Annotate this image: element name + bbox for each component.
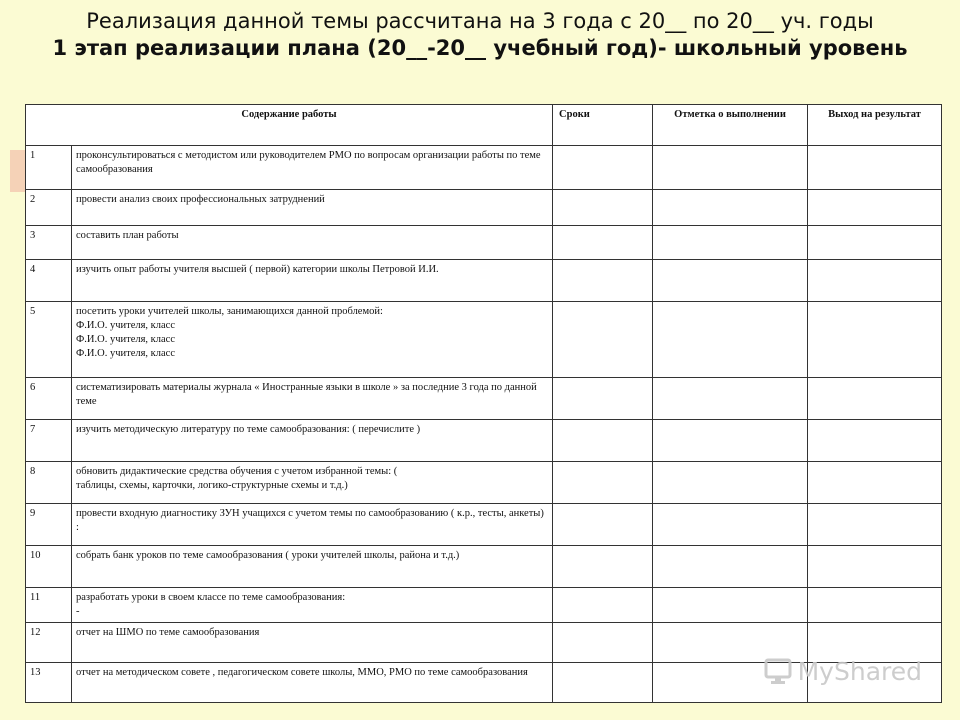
- table-body: [26, 146, 942, 703]
- dates-cell[interactable]: [553, 462, 653, 504]
- header-dates: Сроки: [553, 105, 653, 146]
- work-plan-table: [25, 104, 942, 703]
- mark-cell[interactable]: [653, 378, 808, 420]
- row-content: разработать уроки в своем классе по теме самообразования: -: [72, 588, 553, 623]
- row-content: собрать банк уроков по теме самообразования ( уроки учителей школы, района и т.д.): [72, 546, 553, 588]
- row-number: 9: [26, 504, 72, 546]
- row-number: 3: [26, 226, 72, 260]
- row-content: провести входную диагностику ЗУН учащихся с учетом темы по самообразованию ( к.р., тесты, анкеты) :: [72, 504, 553, 546]
- result-cell[interactable]: [808, 190, 942, 226]
- mark-cell[interactable]: [653, 190, 808, 226]
- row-content: отчет на ШМО по теме самообразования: [72, 623, 553, 663]
- table-row: [26, 302, 942, 378]
- result-cell[interactable]: [808, 146, 942, 190]
- row-number: 8: [26, 462, 72, 504]
- watermark: [763, 656, 922, 686]
- dates-cell[interactable]: [553, 378, 653, 420]
- result-cell[interactable]: [808, 588, 942, 623]
- dates-cell[interactable]: [553, 146, 653, 190]
- row-content: изучить методическую литературу по теме самообразования: ( перечислите ): [72, 420, 553, 462]
- row-number: 6: [26, 378, 72, 420]
- row-number: 10: [26, 546, 72, 588]
- dates-cell[interactable]: [553, 546, 653, 588]
- row-content: проконсультироваться с методистом или руководителем РМО по вопросам организации работы по теме самообразования: [72, 146, 553, 190]
- table-row: [26, 546, 942, 588]
- table-row: [26, 420, 942, 462]
- dates-cell[interactable]: [553, 504, 653, 546]
- row-number: 4: [26, 260, 72, 302]
- result-cell[interactable]: [808, 260, 942, 302]
- mark-cell[interactable]: [653, 302, 808, 378]
- row-number: 11: [26, 588, 72, 623]
- table-row: [26, 260, 942, 302]
- mark-cell[interactable]: [653, 146, 808, 190]
- row-number: 2: [26, 190, 72, 226]
- header-mark: Отметка о выполнении: [653, 105, 808, 146]
- result-cell[interactable]: [808, 504, 942, 546]
- watermark-text: MyShared: [797, 656, 922, 686]
- header-result: Выход на результат: [808, 105, 942, 146]
- dates-cell[interactable]: [553, 302, 653, 378]
- monitor-icon: [763, 656, 793, 686]
- mark-cell[interactable]: [653, 226, 808, 260]
- row-content: систематизировать материалы журнала « Иностранные языки в школе » за последние 3 года по данной теме: [72, 378, 553, 420]
- slide-title: [0, 8, 960, 62]
- dates-cell[interactable]: [553, 190, 653, 226]
- dates-cell[interactable]: [553, 420, 653, 462]
- table-row: [26, 226, 942, 260]
- result-cell[interactable]: [808, 302, 942, 378]
- table-row: [26, 462, 942, 504]
- mark-cell[interactable]: [653, 546, 808, 588]
- row-number: 12: [26, 623, 72, 663]
- header-content: Содержание работы: [26, 105, 553, 146]
- dates-cell[interactable]: [553, 226, 653, 260]
- table-row: [26, 146, 942, 190]
- row-number: 7: [26, 420, 72, 462]
- row-content: составить план работы: [72, 226, 553, 260]
- table-row: [26, 190, 942, 226]
- result-cell[interactable]: [808, 420, 942, 462]
- result-cell[interactable]: [808, 462, 942, 504]
- row-content: отчет на методическом совете , педагогическом совете школы, ММО, РМО по теме самообразования: [72, 663, 553, 703]
- row-number: 5: [26, 302, 72, 378]
- mark-cell[interactable]: [653, 420, 808, 462]
- row-content: обновить дидактические средства обучения с учетом избранной темы: ( таблицы, схемы, карточки, логико-структурные схемы и т.д.): [72, 462, 553, 504]
- mark-cell[interactable]: [653, 462, 808, 504]
- result-cell[interactable]: [808, 546, 942, 588]
- row-number: 1: [26, 146, 72, 190]
- mark-cell[interactable]: [653, 260, 808, 302]
- result-cell[interactable]: [808, 226, 942, 260]
- dates-cell[interactable]: [553, 260, 653, 302]
- table-row: [26, 504, 942, 546]
- table-row: [26, 378, 942, 420]
- table-header-row: [26, 105, 942, 146]
- row-number: 13: [26, 663, 72, 703]
- mark-cell[interactable]: [653, 588, 808, 623]
- title-line-2: 1 этап реализации плана (20__-20__ учебный год)- школьный уровень: [52, 36, 908, 60]
- table-row: [26, 588, 942, 623]
- result-cell[interactable]: [808, 378, 942, 420]
- row-content: изучить опыт работы учителя высшей ( первой) категории школы Петровой И.И.: [72, 260, 553, 302]
- row-content: провести анализ своих профессиональных затруднений: [72, 190, 553, 226]
- dates-cell[interactable]: [553, 663, 653, 703]
- dates-cell[interactable]: [553, 623, 653, 663]
- title-line-1: Реализация данной темы рассчитана на 3 года с 20__ по 20__ уч. годы: [86, 9, 874, 33]
- dates-cell[interactable]: [553, 588, 653, 623]
- mark-cell[interactable]: [653, 504, 808, 546]
- row-content: посетить уроки учителей школы, занимающихся данной проблемой: Ф.И.О. учителя, класс Ф.И.О. учителя, класс Ф.И.О. учителя, класс: [72, 302, 553, 378]
